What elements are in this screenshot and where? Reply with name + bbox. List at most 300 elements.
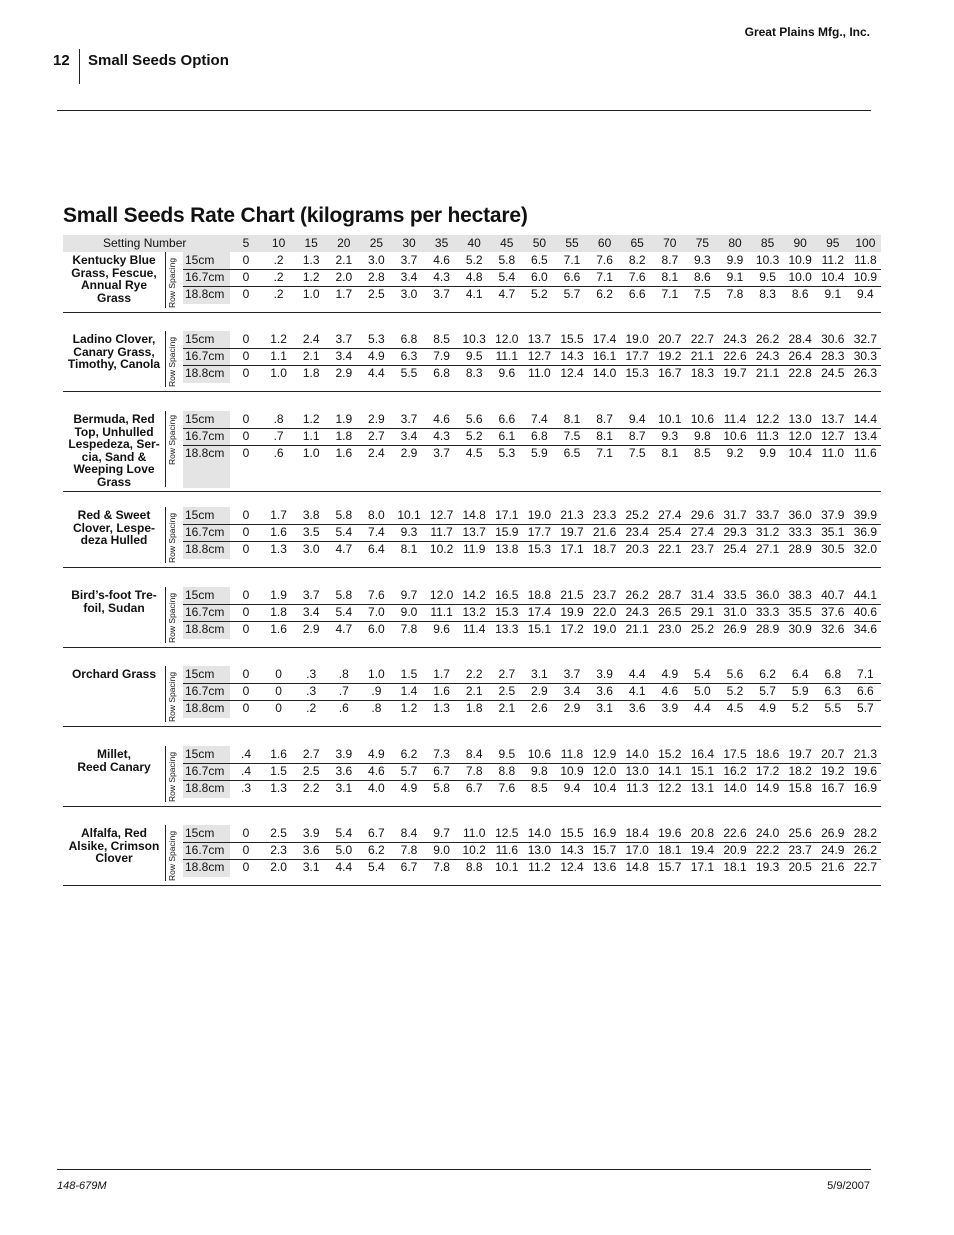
rate-cell: 26.3 bbox=[853, 366, 878, 380]
table-row bbox=[63, 344, 881, 365]
row-spacing-value: 18.8cm bbox=[185, 446, 225, 460]
rate-cell: 3.5 bbox=[302, 525, 320, 539]
rate-cell: 1.2 bbox=[302, 270, 320, 284]
rate-cell: 8.8 bbox=[498, 764, 516, 778]
seed-name-line: Reed Canary bbox=[77, 759, 151, 774]
rate-cell: 14.2 bbox=[462, 588, 486, 602]
rate-cell: 24.3 bbox=[625, 605, 649, 619]
rate-cell: 18.1 bbox=[658, 843, 682, 857]
rate-cell: 30.6 bbox=[821, 332, 845, 346]
rate-cell: 14.1 bbox=[658, 764, 682, 778]
setting-column-header: 25 bbox=[369, 236, 384, 250]
table-row bbox=[63, 331, 881, 348]
rate-cell: 20.5 bbox=[788, 860, 812, 874]
rate-cell: 2.2 bbox=[302, 781, 320, 795]
table-row bbox=[63, 683, 881, 700]
rate-cell: 1.3 bbox=[270, 542, 287, 556]
rate-cell: 5.4 bbox=[498, 270, 516, 284]
rate-cell: 11.6 bbox=[854, 446, 877, 460]
rate-cell: 5.5 bbox=[824, 701, 842, 715]
rate-cell: 6.0 bbox=[368, 622, 385, 636]
rate-cell: 10.3 bbox=[462, 332, 486, 346]
rate-cell: 10.6 bbox=[690, 412, 715, 426]
rate-cell: 6.2 bbox=[368, 843, 385, 857]
rate-cell: 1.9 bbox=[335, 412, 353, 426]
row-spacing-value: 18.8cm bbox=[185, 366, 225, 380]
rate-cell: 27.4 bbox=[690, 525, 715, 539]
rate-cell: 1.7 bbox=[270, 508, 287, 522]
rate-cell: 3.0 bbox=[302, 542, 320, 556]
rate-cell: 23.3 bbox=[592, 508, 617, 522]
row-spacing-label: Row Spacing bbox=[167, 336, 177, 387]
rate-cell: 9.4 bbox=[628, 412, 646, 426]
rate-cell: 11.4 bbox=[462, 622, 486, 636]
rate-cell: 2.9 bbox=[302, 622, 320, 636]
rate-cell: 8.1 bbox=[661, 270, 679, 284]
rate-cell: 22.7 bbox=[690, 332, 715, 346]
rate-cell: 9.8 bbox=[694, 429, 711, 443]
rate-cell: 3.6 bbox=[596, 684, 613, 698]
rate-cell: 4.0 bbox=[368, 781, 385, 795]
rate-cell: 30.5 bbox=[821, 542, 845, 556]
rate-cell: 5.2 bbox=[791, 701, 809, 715]
seed-name-line: Canary Grass, bbox=[73, 344, 155, 359]
rate-cell: 7.1 bbox=[857, 667, 874, 681]
rate-cell: 40.6 bbox=[853, 605, 878, 619]
rate-cell: 10.9 bbox=[853, 270, 878, 284]
rate-cell: 3.4 bbox=[400, 270, 418, 284]
rate-cell: 7.6 bbox=[368, 588, 385, 602]
rate-cell: 7.6 bbox=[596, 253, 613, 267]
rate-cell: 20.7 bbox=[658, 332, 682, 346]
rate-cell: 13.0 bbox=[788, 412, 812, 426]
rate-cell: 11.0 bbox=[462, 826, 486, 840]
rate-cell: 19.0 bbox=[527, 508, 552, 522]
rate-cell: 2.8 bbox=[368, 270, 385, 284]
rate-cell: 11.3 bbox=[756, 429, 779, 443]
top-rule bbox=[57, 110, 871, 111]
rate-cell: 10.1 bbox=[658, 412, 682, 426]
rate-cell: 1.1 bbox=[270, 349, 287, 363]
rate-cell: 1.0 bbox=[368, 667, 385, 681]
rate-cell: .8 bbox=[338, 667, 349, 681]
rate-cell: 1.7 bbox=[335, 287, 353, 301]
rate-cell: 3.6 bbox=[302, 843, 320, 857]
rate-cell: 0 bbox=[242, 429, 250, 443]
rate-cell: 27.4 bbox=[658, 508, 682, 522]
rate-cell: 25.4 bbox=[723, 542, 747, 556]
row-spacing-value: 18.8cm bbox=[185, 860, 225, 874]
rate-cell: 4.6 bbox=[433, 253, 450, 267]
rate-cell: 25.2 bbox=[690, 622, 715, 636]
rate-cell: 21.1 bbox=[690, 349, 715, 363]
rate-cell: 12.7 bbox=[429, 508, 454, 522]
rate-cell: 5.0 bbox=[335, 843, 353, 857]
seed-name-line: Millet, bbox=[96, 747, 131, 761]
rate-cell: 7.6 bbox=[498, 781, 516, 795]
rate-cell: 13.1 bbox=[690, 781, 715, 795]
rate-cell: 7.6 bbox=[628, 270, 646, 284]
seed-name-line: deza Hulled bbox=[80, 533, 148, 547]
rate-cell: 5.7 bbox=[400, 764, 418, 778]
rate-cell: 1.2 bbox=[270, 332, 287, 346]
row-spacing-value: 16.7cm bbox=[185, 605, 225, 619]
rate-cell: 0 bbox=[242, 412, 250, 426]
rate-cell: 7.8 bbox=[400, 622, 418, 636]
rate-cell: 4.6 bbox=[368, 764, 385, 778]
rate-cell: 19.7 bbox=[788, 747, 812, 761]
rate-cell: 25.6 bbox=[788, 826, 812, 840]
rate-cell: 19.3 bbox=[755, 860, 780, 874]
row-spacing-label: Row Spacing bbox=[167, 671, 177, 722]
rate-cell: 3.6 bbox=[335, 764, 353, 778]
rate-cell: 3.4 bbox=[335, 349, 353, 363]
rate-cell: 11.8 bbox=[560, 747, 584, 761]
rate-cell: 7.1 bbox=[596, 270, 613, 284]
rate-cell: 34.6 bbox=[853, 622, 878, 636]
rate-cell: 2.3 bbox=[270, 843, 287, 857]
rate-cell: 12.0 bbox=[592, 764, 617, 778]
rate-cell: 3.7 bbox=[335, 332, 353, 346]
seed-name-line: Top, Unhulled bbox=[74, 424, 154, 439]
rate-cell: 7.5 bbox=[563, 429, 581, 443]
rate-cell: 7.1 bbox=[563, 253, 581, 267]
rate-cell: 26.4 bbox=[788, 349, 812, 363]
rate-cell: 6.8 bbox=[824, 667, 842, 681]
rate-cell: 2.6 bbox=[531, 701, 548, 715]
seed-group bbox=[63, 411, 881, 491]
rate-cell: 0 bbox=[242, 270, 250, 284]
table-row bbox=[63, 600, 881, 621]
rate-cell: 21.5 bbox=[560, 588, 584, 602]
rate-cell: 12.9 bbox=[592, 747, 617, 761]
rate-cell: 5.9 bbox=[791, 684, 809, 698]
rate-cell: 11.2 bbox=[821, 253, 845, 267]
rate-cell: 12.0 bbox=[429, 588, 454, 602]
rate-cell: 8.8 bbox=[465, 860, 483, 874]
rate-cell: 9.8 bbox=[531, 764, 548, 778]
rate-cell: 2.9 bbox=[531, 684, 548, 698]
rate-cell: 21.6 bbox=[592, 525, 617, 539]
rate-cell: 15.3 bbox=[625, 366, 649, 380]
rate-cell: 19.2 bbox=[821, 764, 845, 778]
rate-cell: .2 bbox=[273, 287, 284, 301]
row-spacing-label: Row Spacing bbox=[167, 414, 177, 465]
rate-cell: 5.7 bbox=[563, 287, 581, 301]
rate-cell: 3.7 bbox=[400, 253, 418, 267]
rate-cell: 3.4 bbox=[400, 429, 418, 443]
rate-cell: 17.2 bbox=[560, 622, 584, 636]
rate-cell: 10.4 bbox=[821, 270, 845, 284]
rate-cell: 8.7 bbox=[661, 253, 679, 267]
rate-cell: 5.3 bbox=[368, 332, 385, 346]
table-row bbox=[63, 286, 881, 303]
rate-cell: 29.1 bbox=[690, 605, 715, 619]
rate-cell: 4.6 bbox=[433, 412, 450, 426]
rate-cell: 19.0 bbox=[592, 622, 617, 636]
rate-cell: 14.4 bbox=[853, 412, 878, 426]
document-date: 5/9/2007 bbox=[827, 1180, 870, 1192]
rate-cell: 25.2 bbox=[625, 508, 649, 522]
table-row bbox=[63, 759, 881, 780]
rate-cell: .6 bbox=[338, 701, 349, 715]
rate-cell: 4.1 bbox=[465, 287, 483, 301]
rate-cell: 9.1 bbox=[726, 270, 744, 284]
group-bottom-rule bbox=[63, 567, 881, 568]
rate-cell: 18.2 bbox=[788, 764, 812, 778]
seed-name-line: foil, Sudan bbox=[83, 600, 145, 615]
table-row bbox=[63, 365, 881, 382]
rate-cell: 19.7 bbox=[723, 366, 747, 380]
rate-cell: 21.6 bbox=[821, 860, 845, 874]
rate-cell: 30.3 bbox=[853, 349, 878, 363]
rate-cell: .2 bbox=[306, 701, 317, 715]
rate-cell: 0 bbox=[242, 253, 250, 267]
rate-cell: 9.4 bbox=[563, 781, 581, 795]
rate-cell: 32.7 bbox=[853, 332, 878, 346]
setting-column-header: 65 bbox=[630, 236, 644, 250]
rate-cell: 10.1 bbox=[397, 508, 421, 522]
rate-cell: 31.7 bbox=[723, 508, 747, 522]
rate-cell: 2.0 bbox=[335, 270, 353, 284]
rate-cell: 16.5 bbox=[495, 588, 519, 602]
rate-cell: 9.1 bbox=[824, 287, 842, 301]
table-row bbox=[63, 411, 881, 428]
rate-cell: 28.3 bbox=[821, 349, 845, 363]
rate-cell: 6.8 bbox=[433, 366, 450, 380]
rate-cell: 8.4 bbox=[400, 826, 418, 840]
rate-cell: 10.6 bbox=[527, 747, 552, 761]
setting-column-header: 90 bbox=[793, 236, 807, 250]
setting-column-header: 50 bbox=[532, 236, 547, 250]
rate-cell: 6.2 bbox=[759, 667, 776, 681]
seed-name-line: Bird’s-foot Tre- bbox=[71, 588, 157, 602]
rate-cell: 0 bbox=[242, 684, 250, 698]
rate-cell: 10.0 bbox=[788, 270, 812, 284]
table-row bbox=[63, 520, 881, 541]
rate-cell: 19.2 bbox=[658, 349, 682, 363]
rate-cell: 4.9 bbox=[759, 701, 776, 715]
rate-cell: 3.7 bbox=[302, 588, 320, 602]
rate-cell: 3.6 bbox=[628, 701, 646, 715]
rate-cell: 26.2 bbox=[625, 588, 649, 602]
seed-name-line: Alsike, Crimson bbox=[68, 838, 160, 853]
seed-group bbox=[63, 507, 881, 567]
row-spacing-value: 15cm bbox=[185, 508, 215, 522]
setting-column-header: 55 bbox=[565, 236, 579, 250]
rate-cell: .3 bbox=[306, 684, 317, 698]
rate-cell: 9.3 bbox=[694, 253, 711, 267]
rate-cell: 28.2 bbox=[853, 826, 878, 840]
seed-name-line: Lespedeza, Ser- bbox=[68, 437, 160, 451]
rate-cell: 6.4 bbox=[791, 667, 809, 681]
table-row bbox=[63, 424, 881, 445]
rate-cell: 2.1 bbox=[335, 253, 353, 267]
row-spacing-value: 18.8cm bbox=[185, 701, 225, 715]
rate-cell: 16.7 bbox=[821, 781, 845, 795]
rate-cell: 4.4 bbox=[368, 366, 385, 380]
company-name: Great Plains Mfg., Inc. bbox=[744, 25, 870, 39]
rate-cell: .6 bbox=[273, 446, 284, 460]
rate-cell: 14.0 bbox=[625, 747, 649, 761]
rate-cell: 21.1 bbox=[625, 622, 649, 636]
setting-column-header: 10 bbox=[271, 236, 286, 250]
setting-column-header: 75 bbox=[695, 236, 710, 250]
rate-cell: 9.9 bbox=[759, 446, 776, 460]
setting-column-header: 5 bbox=[242, 236, 250, 250]
setting-column-header: 100 bbox=[855, 236, 876, 250]
rate-cell: 22.2 bbox=[755, 843, 780, 857]
rate-cell: 29.6 bbox=[690, 508, 715, 522]
rate-cell: 8.0 bbox=[368, 508, 385, 522]
table-row bbox=[63, 587, 881, 604]
rate-cell: 30.9 bbox=[788, 622, 812, 636]
setting-number-label: Setting Number bbox=[103, 236, 187, 250]
rate-cell: 35.1 bbox=[821, 525, 845, 539]
rate-cell: 31.4 bbox=[690, 588, 715, 602]
rate-cell: 22.6 bbox=[723, 826, 747, 840]
rate-cell: 7.9 bbox=[433, 349, 450, 363]
rate-cell: 8.6 bbox=[694, 270, 711, 284]
rate-cell: 19.7 bbox=[560, 525, 584, 539]
rate-cell: 3.7 bbox=[433, 287, 450, 301]
setting-column-header: 30 bbox=[402, 236, 416, 250]
rate-cell: 6.7 bbox=[400, 860, 418, 874]
rate-cell: .9 bbox=[371, 684, 382, 698]
rate-cell: 7.8 bbox=[465, 764, 483, 778]
seed-name-line: Bermuda, Red bbox=[73, 412, 155, 426]
rate-cell: 2.4 bbox=[302, 332, 320, 346]
seed-name-line: Red & Sweet bbox=[77, 508, 151, 522]
seed-group bbox=[63, 331, 881, 391]
rate-cell: 10.1 bbox=[495, 860, 519, 874]
rate-cell: 0 bbox=[242, 366, 250, 380]
rate-cell: 16.4 bbox=[690, 747, 715, 761]
rate-cell: 25.4 bbox=[658, 525, 682, 539]
rate-cell: 17.0 bbox=[625, 843, 649, 857]
rate-cell: 33.3 bbox=[755, 605, 780, 619]
rate-cell: 0 bbox=[242, 667, 250, 681]
row-spacing-value: 18.8cm bbox=[185, 287, 225, 301]
rate-cell: 13.2 bbox=[462, 605, 486, 619]
column-header-row bbox=[63, 235, 881, 252]
rate-cell: 15.2 bbox=[658, 747, 682, 761]
table-row bbox=[63, 265, 881, 286]
rate-cell: 17.4 bbox=[527, 605, 552, 619]
row-spacing-label: Row Spacing bbox=[167, 830, 177, 881]
rate-cell: 0 bbox=[242, 826, 250, 840]
row-spacing-value: 15cm bbox=[185, 412, 215, 426]
rate-cell: 2.2 bbox=[465, 667, 483, 681]
rate-cell: 1.6 bbox=[433, 684, 450, 698]
rate-cell: 5.9 bbox=[531, 446, 548, 460]
rate-cell: 28.9 bbox=[755, 622, 780, 636]
rate-cell: 33.7 bbox=[755, 508, 780, 522]
rate-cell: 10.9 bbox=[788, 253, 812, 267]
rate-cell: 17.2 bbox=[755, 764, 780, 778]
rate-cell: 20.9 bbox=[723, 843, 747, 857]
rate-cell: 4.3 bbox=[433, 270, 450, 284]
page-number: 12 bbox=[53, 52, 70, 69]
rate-cell: 5.2 bbox=[465, 253, 483, 267]
rate-cell: 6.1 bbox=[498, 429, 516, 443]
rate-cell: 0 bbox=[242, 287, 250, 301]
table-row bbox=[63, 666, 881, 683]
rate-cell: 11.7 bbox=[430, 525, 453, 539]
seed-name-line: Weeping Love bbox=[73, 462, 155, 476]
rate-cell: 1.3 bbox=[433, 701, 450, 715]
rate-cell: 14.0 bbox=[592, 366, 617, 380]
group-bottom-rule bbox=[63, 312, 881, 313]
rate-cell: 24.5 bbox=[821, 366, 845, 380]
row-spacing-label: Row Spacing bbox=[167, 592, 177, 643]
rate-cell: 9.9 bbox=[726, 253, 744, 267]
seed-name-line: Alfalfa, Red bbox=[80, 826, 147, 840]
rate-cell: 26.2 bbox=[755, 332, 780, 346]
rate-cell: 11.3 bbox=[625, 781, 649, 795]
rate-cell: 17.7 bbox=[625, 349, 649, 363]
rate-cell: 4.5 bbox=[726, 701, 744, 715]
seed-name-line: Ladino Clover, bbox=[72, 332, 156, 346]
group-bottom-rule bbox=[63, 806, 881, 807]
seed-name-line: Timothy, Canola bbox=[67, 357, 161, 371]
rate-cell: 1.8 bbox=[270, 605, 287, 619]
rate-cell: 9.7 bbox=[400, 588, 418, 602]
rate-cell: 16.9 bbox=[592, 826, 617, 840]
setting-column-header: 95 bbox=[826, 236, 840, 250]
rate-cell: 5.5 bbox=[400, 366, 418, 380]
rate-cell: 17.1 bbox=[495, 508, 519, 522]
rate-cell: 0 bbox=[242, 542, 250, 556]
row-spacing-value: 16.7cm bbox=[185, 764, 225, 778]
rate-cell: 5.4 bbox=[694, 667, 711, 681]
row-spacing-value: 18.8cm bbox=[185, 781, 225, 795]
rate-cell: 19.6 bbox=[658, 826, 682, 840]
rate-cell: 15.8 bbox=[788, 781, 812, 795]
rate-cell: 6.7 bbox=[368, 826, 385, 840]
rate-cell: 31.2 bbox=[755, 525, 780, 539]
rate-cell: 28.9 bbox=[788, 542, 812, 556]
rate-cell: 9.7 bbox=[433, 826, 450, 840]
rate-cell: 9.3 bbox=[661, 429, 679, 443]
rate-cell: 9.0 bbox=[400, 605, 418, 619]
rate-cell: 5.2 bbox=[726, 684, 744, 698]
rate-cell: 11.8 bbox=[854, 253, 877, 267]
rate-cell: 22.1 bbox=[658, 542, 682, 556]
rate-cell: 23.0 bbox=[658, 622, 682, 636]
rate-cell: 15.3 bbox=[495, 605, 519, 619]
rate-cell: 18.3 bbox=[690, 366, 715, 380]
setting-column-header: 45 bbox=[500, 236, 514, 250]
seed-name-line: Orchard Grass bbox=[71, 667, 157, 681]
rate-cell: .4 bbox=[240, 764, 251, 778]
rate-cell: 8.1 bbox=[596, 429, 613, 443]
rate-cell: 8.7 bbox=[596, 412, 613, 426]
rate-cell: 16.2 bbox=[723, 764, 747, 778]
rate-cell: 7.1 bbox=[596, 446, 613, 460]
rate-cell: 0 bbox=[242, 508, 250, 522]
rate-cell: 38.3 bbox=[788, 588, 812, 602]
rate-cell: 2.9 bbox=[400, 446, 418, 460]
rate-cell: 19.0 bbox=[625, 332, 649, 346]
rate-cell: 3.8 bbox=[302, 508, 320, 522]
rate-cell: 4.9 bbox=[368, 349, 385, 363]
row-spacing-value: 16.7cm bbox=[185, 843, 225, 857]
rate-cell: 13.4 bbox=[853, 429, 878, 443]
rate-cell: 13.6 bbox=[592, 860, 617, 874]
rate-cell: 11.6 bbox=[495, 843, 519, 857]
rate-cell: 21.3 bbox=[853, 747, 878, 761]
